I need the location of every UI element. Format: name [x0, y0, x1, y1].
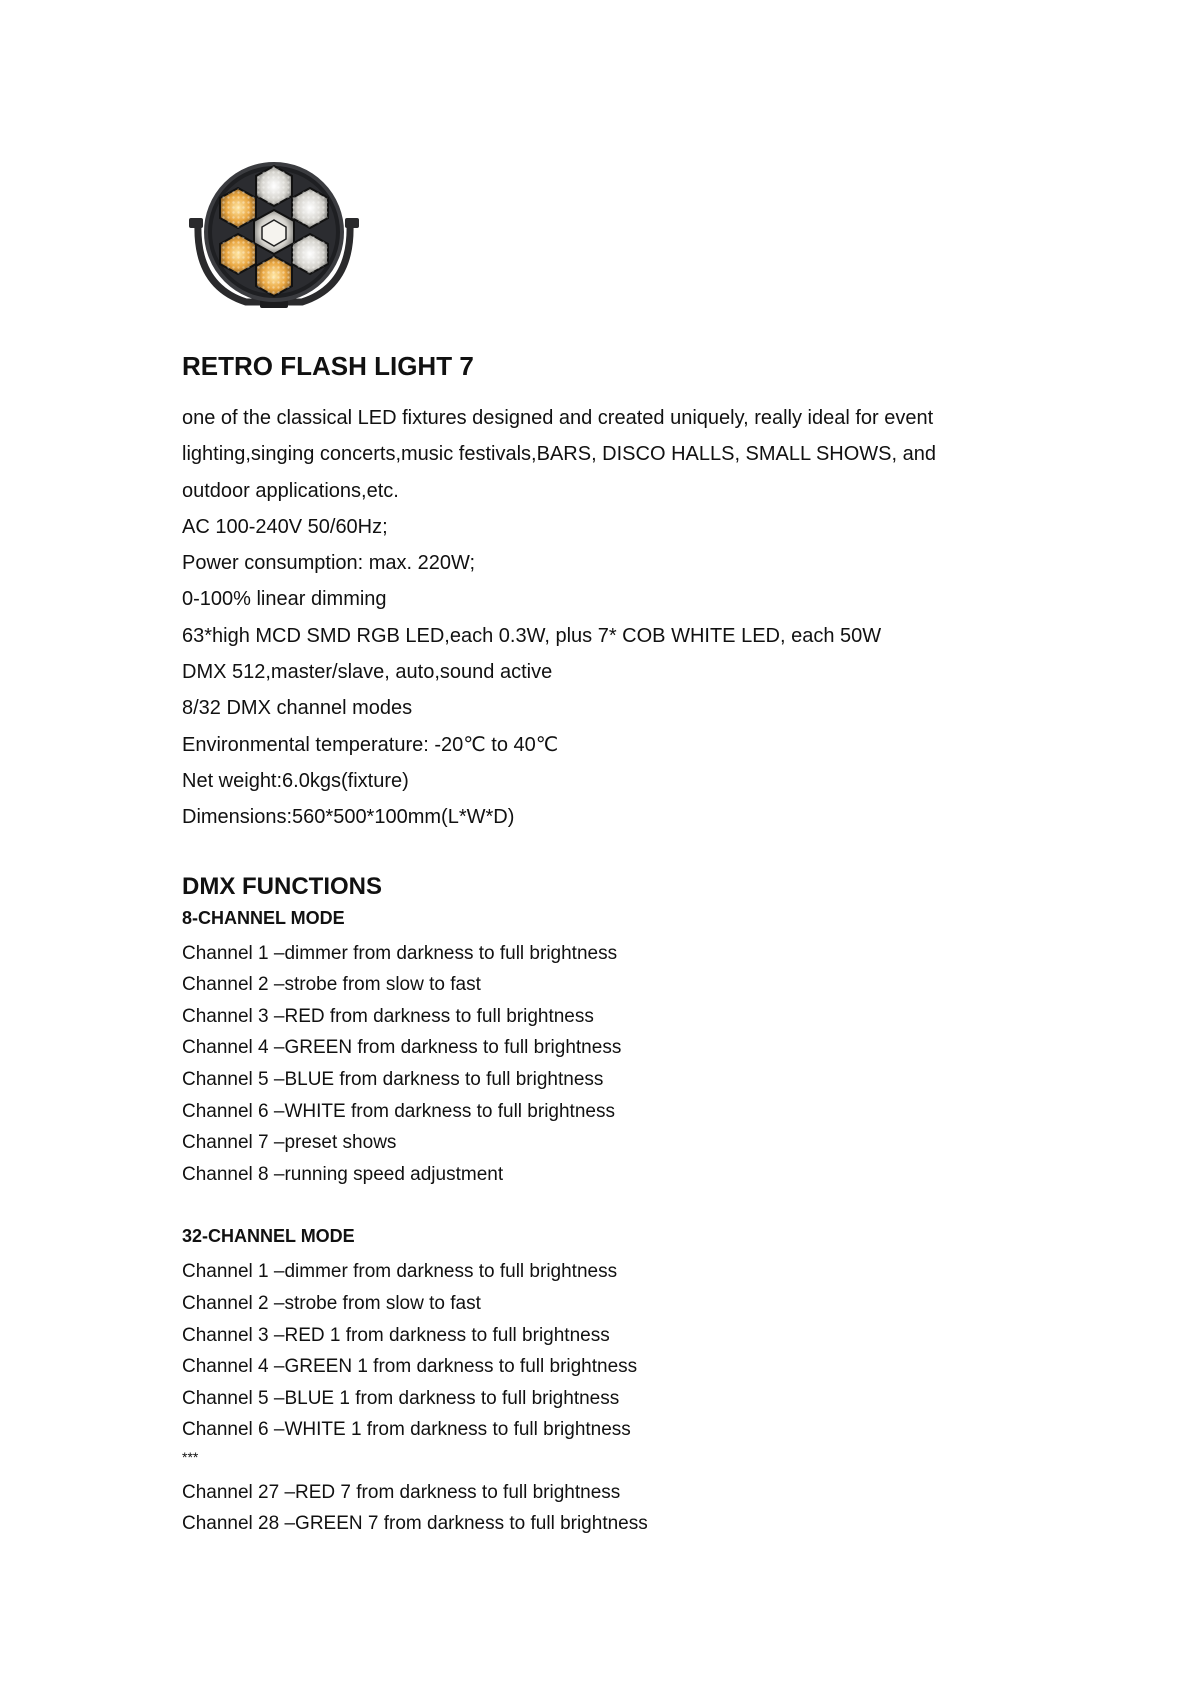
list-item: Channel 7 –preset shows — [182, 1132, 397, 1154]
list-item: Channel 2 –strobe from slow to fast — [182, 974, 481, 996]
list-item: Channel 8 –running speed adjustment — [182, 1163, 504, 1185]
list-item: Channel 28 –GREEN 7 from darkness to full brightness — [182, 1513, 648, 1535]
spec-weight: Net weight:6.0kgs(fixture) — [182, 769, 409, 792]
spec-dimensions: Dimensions:560*500*100mm(L*W*D) — [182, 806, 515, 829]
description-line: outdoor applications,etc. — [182, 479, 399, 502]
spec-dimming: 0-100% linear dimming — [182, 588, 387, 611]
ellipsis-marker: *** — [182, 1448, 199, 1465]
spec-control: DMX 512,master/slave, auto,sound active — [182, 661, 553, 684]
dmx-functions-heading: DMX FUNCTIONS — [182, 872, 382, 900]
list-item: Channel 5 –BLUE from darkness to full brightness — [182, 1068, 604, 1090]
list-item: Channel 1 –dimmer from darkness to full brightness — [182, 1261, 618, 1283]
list-item: Channel 3 –RED 1 from darkness to full brightness — [182, 1324, 610, 1346]
mode8-heading: 8-CHANNEL MODE — [182, 907, 345, 928]
spec-leds: 63*high MCD SMD RGB LED,each 0.3W, plus 7* COB WHITE LED, each 50W — [182, 624, 882, 647]
list-item: Channel 4 –GREEN 1 from darkness to full brightness — [182, 1356, 638, 1378]
list-item: Channel 27 –RED 7 from darkness to full brightness — [182, 1481, 621, 1503]
product-description — [182, 400, 1042, 836]
mode32-channel-list — [182, 1256, 1042, 1540]
list-item: Channel 6 –WHITE from darkness to full brightness — [182, 1100, 615, 1122]
list-item: Channel 6 –WHITE 1 from darkness to full brightness — [182, 1419, 631, 1441]
description-line: one of the classical LED fixtures designed and created uniquely, really ideal for event — [182, 407, 934, 429]
product-title: RETRO FLASH LIGHT 7 — [182, 351, 474, 381]
spec-temperature: Environmental temperature: -20℃ to 40℃ — [182, 733, 559, 756]
spec-channel-modes: 8/32 DMX channel modes — [182, 697, 413, 720]
list-item: Channel 4 –GREEN from darkness to full brightness — [182, 1037, 622, 1059]
description-line: lighting,singing concerts,music festivals,BARS, DISCO HALLS, SMALL SHOWS, and — [182, 443, 936, 466]
spec-voltage: AC 100-240V 50/60Hz; — [182, 515, 388, 538]
spec-power: Power consumption: max. 220W; — [182, 552, 476, 575]
list-item: Channel 2 –strobe from slow to fast — [182, 1292, 481, 1314]
content — [182, 350, 1042, 1540]
list-item: Channel 3 –RED from darkness to full brightness — [182, 1005, 594, 1027]
retro-flash-light-fixture-image — [186, 160, 362, 316]
mode8-channel-list — [182, 938, 1042, 1191]
list-item: Channel 5 –BLUE 1 from darkness to full brightness — [182, 1387, 620, 1409]
mode32-heading: 32-CHANNEL MODE — [182, 1226, 355, 1247]
list-item: Channel 1 –dimmer from darkness to full brightness — [182, 942, 618, 964]
